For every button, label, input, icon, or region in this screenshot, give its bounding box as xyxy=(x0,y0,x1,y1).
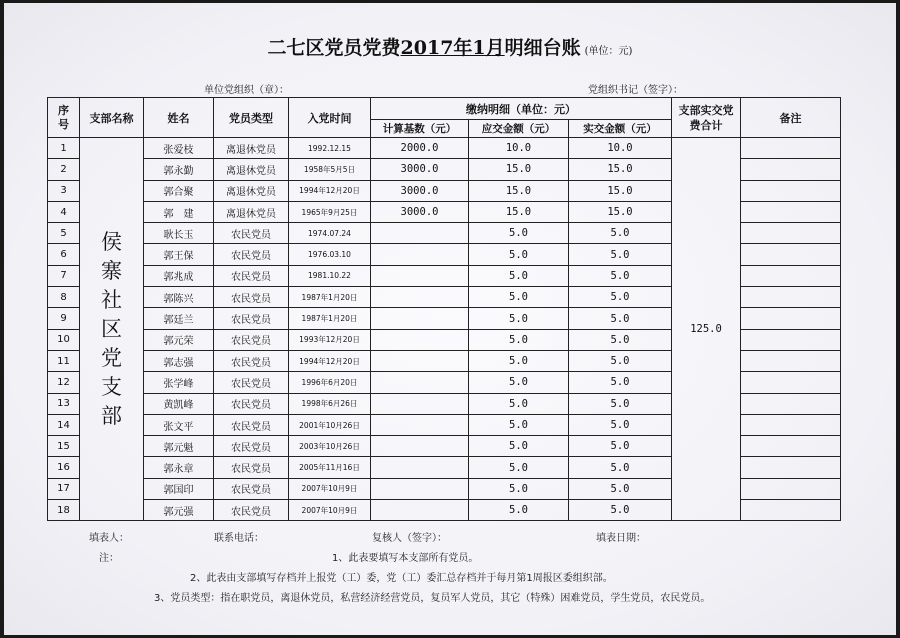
due-cell: 15.0 xyxy=(469,159,569,180)
name-cell: 郭兆成 xyxy=(144,265,214,286)
ledger-table xyxy=(47,97,841,521)
due-cell: 5.0 xyxy=(469,478,569,499)
calc-base-cell xyxy=(371,350,469,371)
seq-cell: 3 xyxy=(48,180,80,201)
table-row xyxy=(48,138,841,159)
paid-cell: 15.0 xyxy=(569,159,672,180)
join-date-cell: 1987年1月20日 xyxy=(289,287,371,308)
due-cell: 5.0 xyxy=(469,414,569,435)
title-unit: (单位：元) xyxy=(584,46,633,57)
join-date-cell: 1994年12月20日 xyxy=(289,350,371,371)
join-date-cell: 1965年9月25日 xyxy=(289,201,371,222)
paid-cell: 5.0 xyxy=(569,265,672,286)
paid-cell: 5.0 xyxy=(569,393,672,414)
calc-base-cell xyxy=(371,500,469,521)
calc-base-cell xyxy=(371,308,469,329)
remarks-header: 备注 xyxy=(741,98,841,138)
remarks-cell xyxy=(741,329,841,350)
filler-label: 填表人： xyxy=(89,533,129,544)
remarks-cell xyxy=(741,138,841,159)
reviewer-label: 复核人（签字）： xyxy=(372,533,447,544)
seq-cell: 15 xyxy=(48,436,80,457)
calc-base-cell xyxy=(371,457,469,478)
join-date-cell: 1998年6月26日 xyxy=(289,393,371,414)
seq-cell: 8 xyxy=(48,287,80,308)
member-type-cell: 农民党员 xyxy=(214,414,289,435)
seq-cell: 7 xyxy=(48,265,80,286)
seq-header: 序号 xyxy=(48,98,80,138)
calc-base-cell xyxy=(371,329,469,350)
name-cell: 郭合聚 xyxy=(144,180,214,201)
due-cell: 5.0 xyxy=(469,329,569,350)
due-cell: 5.0 xyxy=(469,244,569,265)
note-3: 3、党员类型：指在职党员，离退休党员，私营经济经营党员，复员军人党员，其它（特殊）困难党员，学生党员，农民党员。 xyxy=(154,593,711,604)
name-cell: 耿长玉 xyxy=(144,223,214,244)
unit-org-label: 单位党组织（章）： xyxy=(204,85,289,96)
join-date-cell: 2005年11月16日 xyxy=(289,457,371,478)
paid-cell: 15.0 xyxy=(569,180,672,201)
due-cell: 5.0 xyxy=(469,500,569,521)
calc-base-cell: 2000.0 xyxy=(371,138,469,159)
remarks-cell xyxy=(741,478,841,499)
fill-date-label: 填表日期： xyxy=(596,533,646,544)
payment-group-header: 缴纳明细（单位：元） xyxy=(371,98,672,120)
seq-cell: 18 xyxy=(48,500,80,521)
calc-base-header: 计算基数（元） xyxy=(371,120,469,138)
due-cell: 5.0 xyxy=(469,265,569,286)
calc-base-cell: 3000.0 xyxy=(371,159,469,180)
calc-base-cell xyxy=(371,393,469,414)
due-cell: 5.0 xyxy=(469,287,569,308)
note-1: 1、此表要填写本支部所有党员。 xyxy=(332,553,479,564)
seq-cell: 2 xyxy=(48,159,80,180)
member-type-cell: 农民党员 xyxy=(214,308,289,329)
join-date-cell: 2007年10月9日 xyxy=(289,478,371,499)
paid-cell: 5.0 xyxy=(569,287,672,308)
remarks-cell xyxy=(741,287,841,308)
remarks-cell xyxy=(741,436,841,457)
seq-cell: 10 xyxy=(48,329,80,350)
remarks-cell xyxy=(741,201,841,222)
name-cell: 郭王保 xyxy=(144,244,214,265)
paid-cell: 5.0 xyxy=(569,500,672,521)
member-type-cell: 农民党员 xyxy=(214,478,289,499)
name-cell: 张学峰 xyxy=(144,372,214,393)
name-cell: 黄凯峰 xyxy=(144,393,214,414)
calc-base-cell xyxy=(371,436,469,457)
name-cell: 郭国印 xyxy=(144,478,214,499)
remarks-cell xyxy=(741,223,841,244)
remarks-cell xyxy=(741,308,841,329)
seq-cell: 6 xyxy=(48,244,80,265)
ledger-sheet xyxy=(4,3,896,635)
branch-name-cell xyxy=(80,138,144,521)
member-type-cell: 农民党员 xyxy=(214,457,289,478)
member-type-cell: 离退休党员 xyxy=(214,201,289,222)
branch-name-char: 寨 xyxy=(101,258,122,283)
name-cell: 郭元强 xyxy=(144,500,214,521)
join-date-cell: 1992.12.15 xyxy=(289,138,371,159)
branch-total-cell: 125.0 xyxy=(672,138,741,521)
member-type-cell: 农民党员 xyxy=(214,265,289,286)
name-header: 姓名 xyxy=(144,98,214,138)
branch-total-header: 支部实交党费合计 xyxy=(672,98,741,138)
remarks-cell xyxy=(741,457,841,478)
seq-cell: 4 xyxy=(48,201,80,222)
name-cell: 张爱枝 xyxy=(144,138,214,159)
member-type-cell: 农民党员 xyxy=(214,223,289,244)
ledger-body xyxy=(48,138,841,521)
join-date-cell: 1994年12月20日 xyxy=(289,180,371,201)
calc-base-cell xyxy=(371,287,469,308)
member-type-header: 党员类型 xyxy=(214,98,289,138)
secretary-label: 党组织书记（签字）： xyxy=(588,85,683,96)
calc-base-cell: 3000.0 xyxy=(371,201,469,222)
calc-base-cell: 3000.0 xyxy=(371,180,469,201)
member-type-cell: 农民党员 xyxy=(214,500,289,521)
paid-cell: 5.0 xyxy=(569,308,672,329)
join-date-cell: 2003年10月26日 xyxy=(289,436,371,457)
member-type-cell: 农民党员 xyxy=(214,287,289,308)
paid-cell: 5.0 xyxy=(569,478,672,499)
seq-cell: 1 xyxy=(48,138,80,159)
name-cell: 张文平 xyxy=(144,414,214,435)
due-cell: 5.0 xyxy=(469,393,569,414)
paid-cell: 5.0 xyxy=(569,329,672,350)
seq-cell: 16 xyxy=(48,457,80,478)
name-cell: 郭永勤 xyxy=(144,159,214,180)
member-type-cell: 农民党员 xyxy=(214,244,289,265)
branch-name-char: 区 xyxy=(101,316,122,341)
member-type-cell: 农民党员 xyxy=(214,329,289,350)
join-date-cell: 1993年12月20日 xyxy=(289,329,371,350)
name-cell: 郭永章 xyxy=(144,457,214,478)
join-date-cell: 1981.10.22 xyxy=(289,265,371,286)
due-cell: 10.0 xyxy=(469,138,569,159)
remarks-cell xyxy=(741,265,841,286)
member-type-cell: 农民党员 xyxy=(214,350,289,371)
join-date-cell: 2001年10月26日 xyxy=(289,414,371,435)
member-type-cell: 离退休党员 xyxy=(214,138,289,159)
join-date-cell: 2007年10月9日 xyxy=(289,500,371,521)
title-prefix: 二七区党员党费 xyxy=(267,37,401,59)
name-cell: 郭 建 xyxy=(144,201,214,222)
seq-cell: 14 xyxy=(48,414,80,435)
due-cell: 15.0 xyxy=(469,180,569,201)
seq-cell: 11 xyxy=(48,350,80,371)
seq-cell: 5 xyxy=(48,223,80,244)
join-date-cell: 1958年5月5日 xyxy=(289,159,371,180)
remarks-cell xyxy=(741,393,841,414)
remarks-cell xyxy=(741,500,841,521)
remarks-cell xyxy=(741,159,841,180)
name-cell: 郭元荣 xyxy=(144,329,214,350)
seq-cell: 17 xyxy=(48,478,80,499)
calc-base-cell xyxy=(371,223,469,244)
title-suffix: 明细台账 xyxy=(504,37,581,59)
paid-cell: 5.0 xyxy=(569,223,672,244)
due-cell: 5.0 xyxy=(469,372,569,393)
paid-header: 实交金额（元） xyxy=(569,120,672,138)
remarks-cell xyxy=(741,180,841,201)
calc-base-cell xyxy=(371,478,469,499)
member-type-cell: 农民党员 xyxy=(214,436,289,457)
name-cell: 郭廷兰 xyxy=(144,308,214,329)
calc-base-cell xyxy=(371,414,469,435)
remarks-cell xyxy=(741,350,841,371)
paid-cell: 5.0 xyxy=(569,457,672,478)
remarks-cell xyxy=(741,244,841,265)
branch-name-char: 侯 xyxy=(101,229,122,254)
member-type-cell: 农民党员 xyxy=(214,393,289,414)
due-cell: 5.0 xyxy=(469,223,569,244)
join-date-cell: 1974.07.24 xyxy=(289,223,371,244)
paid-cell: 15.0 xyxy=(569,201,672,222)
branch-name-char: 支 xyxy=(101,374,122,399)
name-cell: 郭元魁 xyxy=(144,436,214,457)
remarks-cell xyxy=(741,372,841,393)
paid-cell: 10.0 xyxy=(569,138,672,159)
title-period: 2017年1月 xyxy=(400,37,505,59)
calc-base-cell xyxy=(371,265,469,286)
branch-name-char: 部 xyxy=(101,403,122,428)
seq-cell: 12 xyxy=(48,372,80,393)
branch-name-char: 社 xyxy=(101,287,122,312)
branch-name-char: 党 xyxy=(101,345,122,370)
seq-cell: 13 xyxy=(48,393,80,414)
seq-cell: 9 xyxy=(48,308,80,329)
member-type-cell: 离退休党员 xyxy=(214,159,289,180)
join-date-header: 入党时间 xyxy=(289,98,371,138)
due-cell: 5.0 xyxy=(469,457,569,478)
branch-header: 支部名称 xyxy=(80,98,144,138)
page-title xyxy=(4,33,896,60)
name-cell: 郭志强 xyxy=(144,350,214,371)
due-cell: 15.0 xyxy=(469,201,569,222)
due-cell: 5.0 xyxy=(469,350,569,371)
remarks-cell xyxy=(741,414,841,435)
due-header: 应交金额（元） xyxy=(469,120,569,138)
due-cell: 5.0 xyxy=(469,436,569,457)
join-date-cell: 1976.03.10 xyxy=(289,244,371,265)
calc-base-cell xyxy=(371,244,469,265)
calc-base-cell xyxy=(371,372,469,393)
paid-cell: 5.0 xyxy=(569,414,672,435)
note-label: 注： xyxy=(99,553,119,564)
name-cell: 郭陈兴 xyxy=(144,287,214,308)
paid-cell: 5.0 xyxy=(569,244,672,265)
paid-cell: 5.0 xyxy=(569,372,672,393)
note-2: 2、此表由支部填写存档并上报党（工）委，党（工）委汇总存档并于每月第1周报区委组织部。 xyxy=(190,573,613,584)
member-type-cell: 离退休党员 xyxy=(214,180,289,201)
due-cell: 5.0 xyxy=(469,308,569,329)
phone-label: 联系电话： xyxy=(214,533,264,544)
member-type-cell: 农民党员 xyxy=(214,372,289,393)
join-date-cell: 1987年1月20日 xyxy=(289,308,371,329)
join-date-cell: 1996年6月20日 xyxy=(289,372,371,393)
paid-cell: 5.0 xyxy=(569,350,672,371)
paid-cell: 5.0 xyxy=(569,436,672,457)
